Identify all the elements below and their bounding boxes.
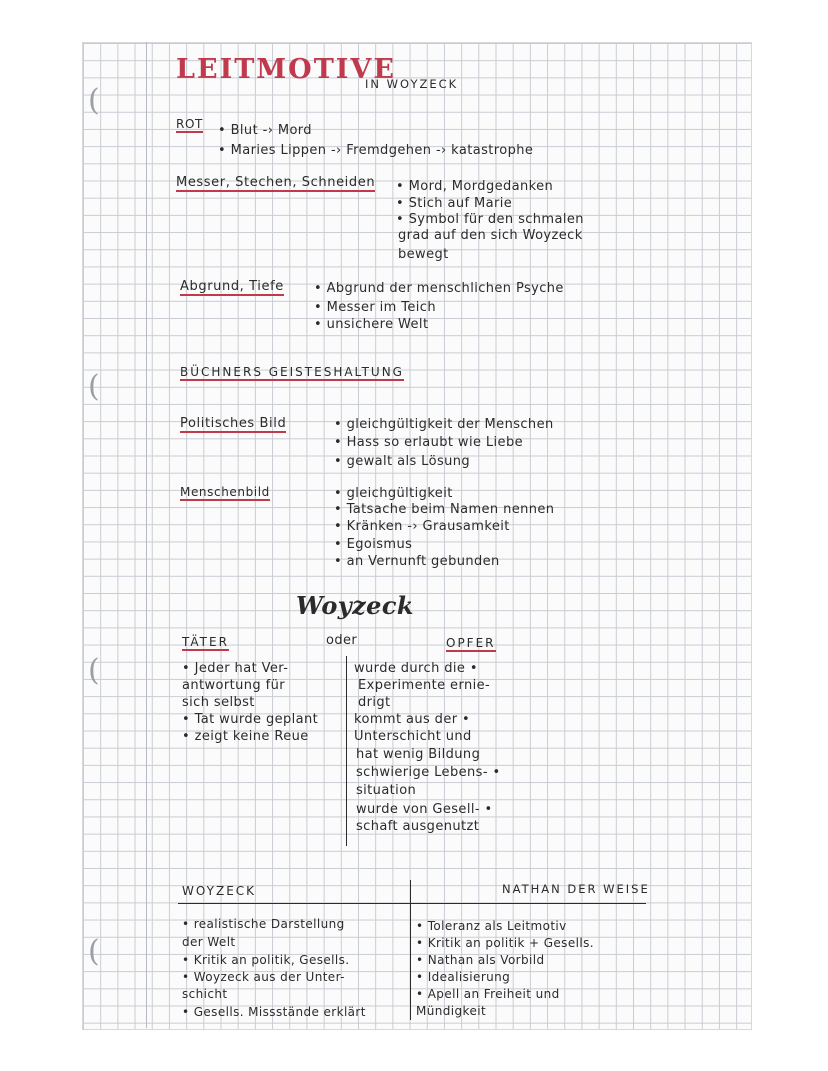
- abgrund-item: • unsichere Welt: [314, 317, 429, 332]
- taeter-opfer-divider: [346, 656, 347, 846]
- woyzeck-item: • Kritik an politik, Gesells.: [182, 953, 350, 967]
- opfer-label: OPFER: [446, 636, 496, 650]
- abgrund-label: Abgrund, Tiefe: [180, 279, 284, 294]
- woyzeck-item: • Gesells. Missstände erklärt: [182, 1005, 366, 1019]
- messer-item: • Symbol für den schmalen: [396, 212, 584, 227]
- buechner-heading: BÜCHNERS GEISTESHALTUNG: [180, 365, 404, 379]
- opfer-item: wurde von Gesell- •: [356, 802, 493, 817]
- politisch-item: • Hass so erlaubt wie Liebe: [334, 435, 523, 450]
- messer-item: grad auf den sich Woyzeck: [398, 228, 583, 243]
- rot-item: • Maries Lippen -› Fremdgehen -› katastrophe: [218, 143, 534, 158]
- nathan-item: Mündigkeit: [416, 1004, 487, 1018]
- politisch-item: • gleichgültigkeit der Menschen: [334, 417, 554, 432]
- opfer-item: drigt: [358, 695, 391, 710]
- opfer-item: situation: [356, 783, 417, 798]
- nathan-item: • Apell an Freiheit und: [416, 987, 560, 1001]
- woyzeck-item: • realistische Darstellung: [182, 917, 345, 931]
- margin-line: [146, 42, 147, 1028]
- opfer-item: wurde durch die •: [354, 661, 478, 676]
- rot-label: ROT: [176, 117, 203, 131]
- binder-ring: (: [88, 369, 100, 404]
- opfer-item: hat wenig Bildung: [356, 747, 481, 762]
- abgrund-item: • Messer im Teich: [314, 300, 436, 315]
- menschenbild-item: • Kränken -› Grausamkeit: [334, 519, 510, 534]
- binder-ring: (: [88, 653, 100, 688]
- rot-item: • Blut -› Mord: [218, 123, 312, 138]
- binder-ring: (: [88, 83, 100, 118]
- menschenbild-item: • gleichgültigkeit: [334, 486, 453, 501]
- politisch-label: Politisches Bild: [180, 416, 287, 431]
- messer-item: • Stich auf Marie: [396, 196, 513, 211]
- opfer-item: schwierige Lebens- •: [356, 765, 501, 780]
- opfer-item: Unterschicht und: [354, 729, 472, 744]
- taeter-item: • Jeder hat Ver-: [182, 661, 289, 676]
- messer-item: • Mord, Mordgedanken: [396, 179, 554, 194]
- menschenbild-item: • Tatsache beim Namen nennen: [334, 502, 555, 517]
- opfer-item: Experimente ernie-: [358, 678, 491, 693]
- comparison-header-line: [178, 903, 646, 904]
- nathan-item: • Idealisierung: [416, 970, 511, 984]
- taeter-item: sich selbst: [182, 695, 255, 710]
- abgrund-item: • Abgrund der menschlichen Psyche: [314, 281, 564, 296]
- nathan-item: • Nathan als Vorbild: [416, 953, 545, 967]
- politisch-item: • gewalt als Lösung: [334, 454, 471, 469]
- comparison-right-label: NATHAN DER WEISE: [502, 882, 650, 896]
- binder-ring: (: [88, 934, 100, 969]
- page-title: LEITMOTIVE: [176, 54, 396, 85]
- comparison-left-label: WOYZECK: [182, 884, 257, 898]
- nathan-item: • Kritik an politik + Gesells.: [416, 936, 594, 950]
- nathan-item: • Toleranz als Leitmotiv: [416, 919, 567, 933]
- menschenbild-label: Menschenbild: [180, 485, 270, 499]
- messer-label: Messer, Stechen, Schneiden: [176, 175, 376, 190]
- taeter-item: antwortung für: [182, 678, 285, 693]
- woyzeck-item: • Woyzeck aus der Unter-: [182, 970, 345, 984]
- page-subtitle: IN WOYZECK: [365, 77, 459, 91]
- menschenbild-item: • an Vernunft gebunden: [334, 554, 500, 569]
- menschenbild-item: • Egoismus: [334, 537, 413, 552]
- taeter-item: • Tat wurde geplant: [182, 712, 319, 727]
- taeter-label: TÄTER: [182, 635, 229, 649]
- woyzeck-heading: Woyzeck: [296, 591, 414, 620]
- opfer-item: schaft ausgenutzt: [356, 819, 480, 834]
- oder-label: oder: [326, 633, 358, 648]
- opfer-item: kommt aus der •: [354, 712, 471, 727]
- comparison-divider: [410, 880, 411, 1020]
- taeter-item: • zeigt keine Reue: [182, 729, 309, 744]
- woyzeck-item: schicht: [182, 987, 228, 1001]
- messer-item: bewegt: [398, 247, 449, 262]
- woyzeck-item: der Welt: [182, 935, 236, 949]
